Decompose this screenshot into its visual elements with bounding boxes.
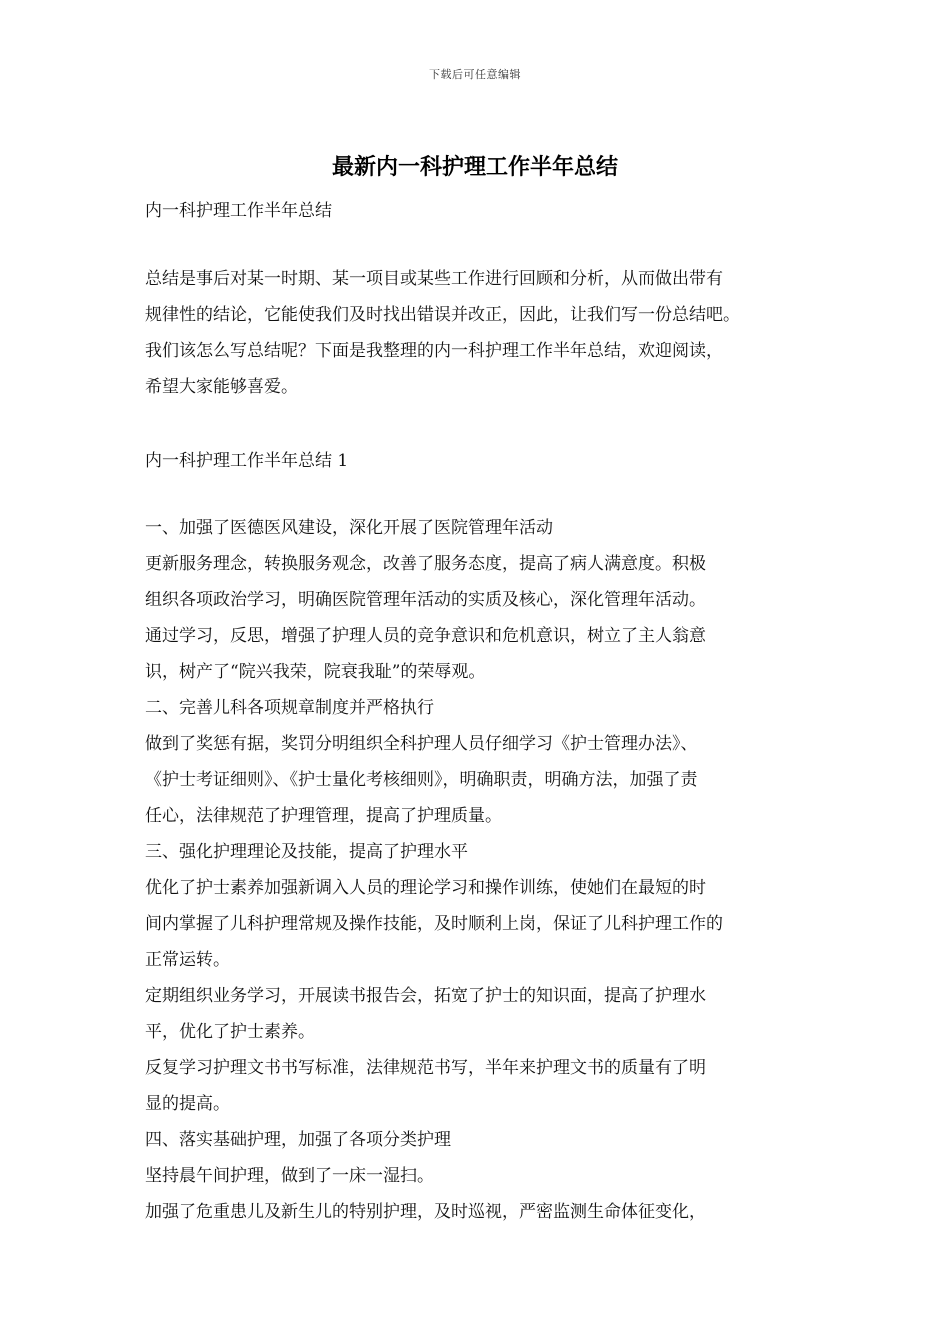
paragraph-line: 更新服务理念，转换服务观念，改善了服务态度，提高了病人满意度。积极	[145, 554, 706, 574]
intro-line-1: 总结是事后对某一时期、某一项目或某些工作进行回顾和分析，从而做出带有	[145, 269, 723, 289]
paragraph-line: 识，树产了“院兴我荣，院衰我耻”的荣辱观。	[145, 662, 486, 682]
intro-line-4: 希望大家能够喜爱。	[145, 377, 298, 397]
header-note: 下载后可任意编辑	[429, 68, 521, 81]
heading-1: 一、加强了医德医风建设，深化开展了医院管理年活动	[145, 518, 553, 538]
heading-2: 二、完善儿科各项规章制度并严格执行	[145, 698, 434, 718]
intro-line-2: 规律性的结论，它能使我们及时找出错误并改正，因此，让我们写一份总结吧。	[145, 305, 740, 325]
paragraph-line: 显的提高。	[145, 1094, 230, 1114]
paragraph-line: 《护士考证细则》、《护士量化考核细则》，明确职责，明确方法，加强了责	[145, 770, 698, 790]
paragraph-line: 反复学习护理文书书写标准，法律规范书写，半年来护理文书的质量有了明	[145, 1058, 706, 1078]
document-title: 最新内一科护理工作半年总结	[331, 154, 618, 180]
intro-line-3: 我们该怎么写总结呢？下面是我整理的内一科护理工作半年总结，欢迎阅读，	[145, 341, 723, 361]
paragraph-line: 组织各项政治学习，明确医院管理年活动的实质及核心，深化管理年活动。	[145, 590, 706, 610]
paragraph-line: 任心，法律规范了护理管理，提高了护理质量。	[145, 806, 502, 826]
paragraph-line: 做到了奖惩有据，奖罚分明组织全科护理人员仔细学习《护士管理办法》、	[145, 734, 698, 754]
paragraph-line: 间内掌握了儿科护理常规及操作技能，及时顺利上岗，保证了儿科护理工作的	[145, 914, 723, 934]
subtitle-line: 内一科护理工作半年总结	[145, 201, 332, 221]
paragraph-line: 通过学习，反思，增强了护理人员的竞争意识和危机意识，树立了主人翁意	[145, 626, 706, 646]
paragraph-line: 优化了护士素养加强新调入人员的理论学习和操作训练，使她们在最短的时	[145, 878, 706, 898]
heading-3: 三、强化护理理论及技能，提高了护理水平	[145, 842, 468, 862]
paragraph-line: 加强了危重患儿及新生儿的特别护理，及时巡视，严密监测生命体征变化，	[145, 1202, 706, 1222]
paragraph-line: 正常运转。	[145, 950, 230, 970]
paragraph-line: 坚持晨午间护理，做到了一床一湿扫。	[145, 1166, 434, 1186]
heading-4: 四、落实基础护理，加强了各项分类护理	[145, 1130, 451, 1150]
paragraph-line: 平，优化了护士素养。	[145, 1022, 315, 1042]
section-heading: 内一科护理工作半年总结 1	[145, 451, 349, 471]
paragraph-line: 定期组织业务学习，开展读书报告会，拓宽了护士的知识面，提高了护理水	[145, 986, 706, 1006]
